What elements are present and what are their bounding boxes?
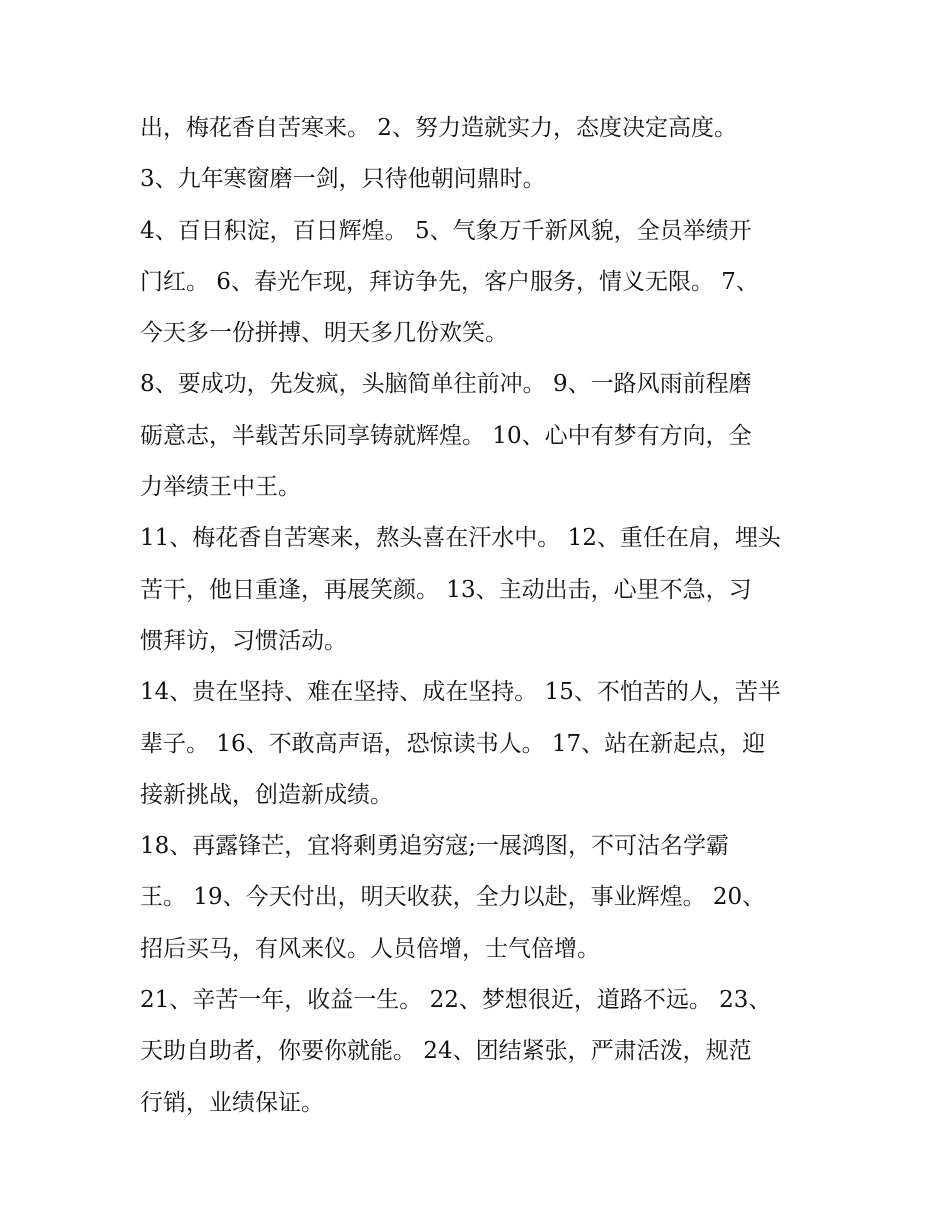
text-line: 苦干，他日重逢，再展笑颜。 13、主动出击，心里不急，习 bbox=[140, 576, 752, 603]
text-line: 辈子。 16、不敢高声语，恐惊读书人。 17、站在新起点，迎 bbox=[140, 730, 766, 757]
text-line: 3、九年寒窗磨一剑，只待他朝问鼎时。 bbox=[140, 166, 546, 193]
text-line: 8、要成功，先发疯，头脑简单往前冲。 9、一路风雨前程磨 bbox=[140, 371, 752, 398]
text-line: 4、百日积淀，百日辉煌。 5、气象万千新风貌，全员举绩开 bbox=[140, 217, 752, 244]
text-line: 18、再露锋芒，宜将剩勇追穷寇;一展鸿图，不可沽名学霸 bbox=[140, 833, 730, 860]
slogan-text-block bbox=[140, 103, 820, 1129]
text-line: 招后买马，有风来仪。人员倍增，士气倍增。 bbox=[140, 935, 600, 962]
text-line: 出，梅花香自苦寒来。 2、努力造就实力，态度决定高度。 bbox=[140, 115, 737, 141]
text-line: 11、梅花香自苦寒来，熬头喜在汗水中。 12、重任在肩，埋头 bbox=[140, 525, 781, 552]
text-line: 王。 19、今天付出，明天收获，全力以赴，事业辉煌。 20、 bbox=[140, 884, 766, 911]
text-line: 行销，业绩保证。 bbox=[140, 1089, 324, 1116]
text-line: 天助自助者，你要你就能。 24、团结紧张，严肃活泼，规范 bbox=[140, 1038, 752, 1065]
text-line: 惯拜访，习惯活动。 bbox=[140, 627, 347, 654]
text-line: 力举绩王中王。 bbox=[140, 474, 301, 501]
text-line: 14、贵在坚持、难在坚持、成在坚持。 15、不怕苦的人，苦半 bbox=[140, 679, 781, 706]
text-line: 砺意志，半载苦乐同享铸就辉煌。 10、心中有梦有方向，全 bbox=[140, 422, 752, 449]
text-line: 今天多一份拼搏、明天多几份欢笑。 bbox=[140, 320, 508, 347]
text-line: 接新挑战，创造新成绩。 bbox=[140, 781, 393, 808]
text-line: 门红。 6、春光乍现，拜访争先，客户服务，情义无限。 7、 bbox=[140, 268, 759, 295]
text-line: 21、辛苦一年，收益一生。 22、梦想很近，道路不远。 23、 bbox=[140, 987, 772, 1014]
